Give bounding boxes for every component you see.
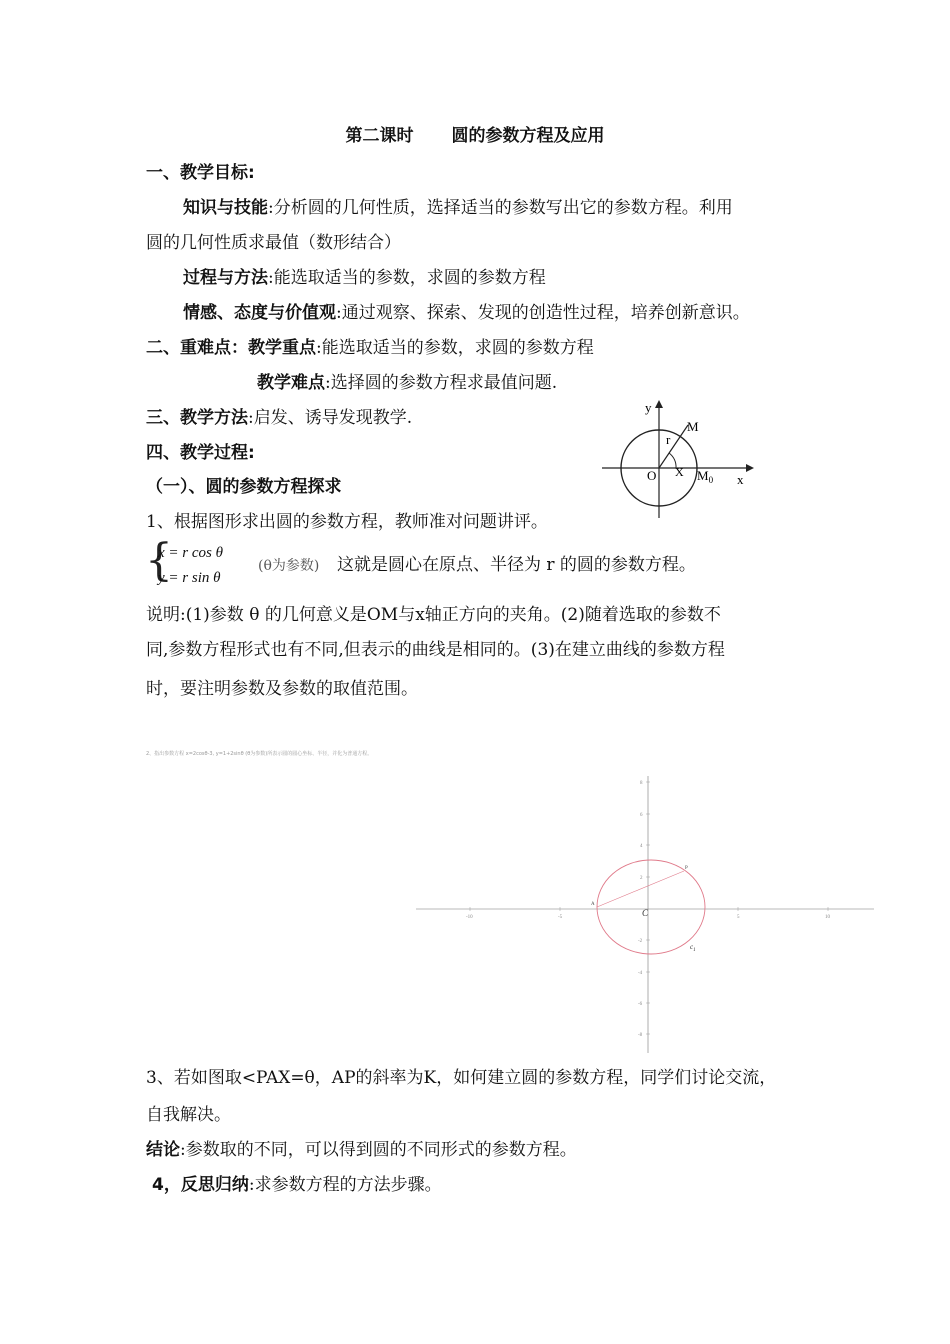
fig2-xtick-label: 5 [737,915,740,920]
title-lesson: 第二课时 [345,126,414,146]
equation-param: (θ为参数) [258,558,320,574]
goal-knowledge-cont: 圆的几何性质求最值（数形结合） [146,233,401,253]
item-3-line-1: 3、若如图取<PAX=θ，AP的斜率为K，如何建立圆的参数方程，同学们讨论交流， [146,1068,777,1088]
fig2-xtick-label: -10 [466,915,473,920]
goal-process-label: 过程与方法 [183,268,268,288]
figure-unit-circle [596,398,756,523]
item-2-tiny: 2、指出参数方程 x=2cosθ-3, y=1+2sinθ (θ为参数)所表示圆的圆心坐标、半径，并化为普通方程。 [146,751,373,757]
equation-desc: 这就是圆心在原点、半径为 r 的圆的参数方程。 [337,555,696,575]
fig2-ytick-label: -4 [638,971,643,976]
conclusion [146,1138,577,1162]
fig1-label-O: O [647,468,657,483]
item-1: 1、根据图形求出圆的参数方程，教师准对问题讲评。 [146,512,548,532]
fig2-label-A: A [591,902,595,907]
fig2-label-c1 [690,943,696,953]
keypoint-label: 教学重点 [248,338,316,358]
conclusion-text: :参数取的不同，可以得到圆的不同形式的参数方程。 [180,1140,577,1160]
fig2-ytick-label: -2 [638,939,643,944]
fig2-ytick-label: -8 [638,1033,643,1038]
figure-circle-plot [412,772,878,1057]
method-text: :启发、诱导发现教学. [248,408,413,428]
section-heading-keypoints: 二、重难点： [146,338,248,358]
goal-knowledge-text: :分析圆的几何性质，选择适当的参数写出它的参数方程。利用 [268,198,733,218]
fig2-c1-sub: 1 [693,948,696,953]
note-line-2: 同,参数方程形式也有不同,但表示的曲线是相同的。(3)在建立曲线的参数方程 [146,640,725,660]
fig2-label-P: P [685,866,688,871]
goal-knowledge [183,196,733,220]
section-heading-method: 三、教学方法 [146,408,248,428]
subsection-heading: （一）、圆的参数方程探求 [146,477,342,497]
fig2-ytick-label: 8 [640,781,643,786]
fig1-M0-sub: 0 [708,475,714,485]
fig1-label-r: r [666,432,671,447]
fig2-ytick-label: 2 [640,876,643,881]
goal-emotion [183,301,750,325]
equation-line-1: x = r cos θ [158,545,223,561]
fig1-label-M: M [687,419,699,434]
note-line-1: 说明:(1)参数 θ 的几何意义是OM与x轴正方向的夹角。(2)随着选取的参数不 [146,605,721,625]
fig1-label-angle: X [675,465,684,479]
conclusion-label: 结论 [146,1140,180,1160]
goal-knowledge-label: 知识与技能 [183,198,268,218]
fig2-ytick-label: 4 [640,844,643,849]
fig1-x-arrow [746,464,754,472]
fig1-label-y: y [645,400,652,415]
fig2-xtick-label: 10 [825,915,830,920]
fig1-radius [659,425,688,468]
page-title [0,124,950,148]
keypoint-text: :能选取适当的参数，求圆的参数方程 [316,338,594,358]
equation-brace: { [145,535,173,586]
fig1-M0-main: M [697,468,709,483]
equation-line-2: y = r sin θ [158,570,221,586]
goal-emotion-text: :通过观察、探索、发现的创造性过程，培养创新意识。 [336,303,750,323]
section-heading-process: 四、教学过程: [146,443,255,463]
section-method [146,406,412,430]
note-line-3: 时，要注明参数及参数的取值范围。 [146,679,418,699]
fig1-y-arrow [655,400,663,408]
fig1-label-M0 [697,468,714,485]
fig2-xtick-label: -5 [558,915,563,920]
item-4-label: 4，反思归纳 [152,1175,249,1195]
difficulty-label: 教学难点 [257,373,325,393]
goal-emotion-label: 情感、态度与价值观 [183,303,336,323]
section-keypoints [146,336,594,360]
difficulty-text: :选择圆的参数方程求最值问题. [325,373,558,393]
fig2-c1-main: c [690,943,694,951]
difficulty [257,371,557,395]
goal-process [183,266,546,290]
goal-process-text: :能选取适当的参数，求圆的参数方程 [268,268,546,288]
fig2-ytick-label: 6 [640,813,643,818]
fig1-label-x: x [737,472,744,487]
item-3-line-2: 自我解决。 [146,1105,231,1125]
fig2-ytick-label: -6 [638,1002,643,1007]
fig2-circle-c1 [597,860,705,954]
fig2-label-C: C [642,908,649,918]
item-4 [152,1173,442,1197]
title-topic: 圆的参数方程及应用 [451,126,605,146]
section-heading-goals: 一、教学目标: [146,163,255,183]
item-4-text: :求参数方程的方法步骤。 [248,1175,442,1195]
